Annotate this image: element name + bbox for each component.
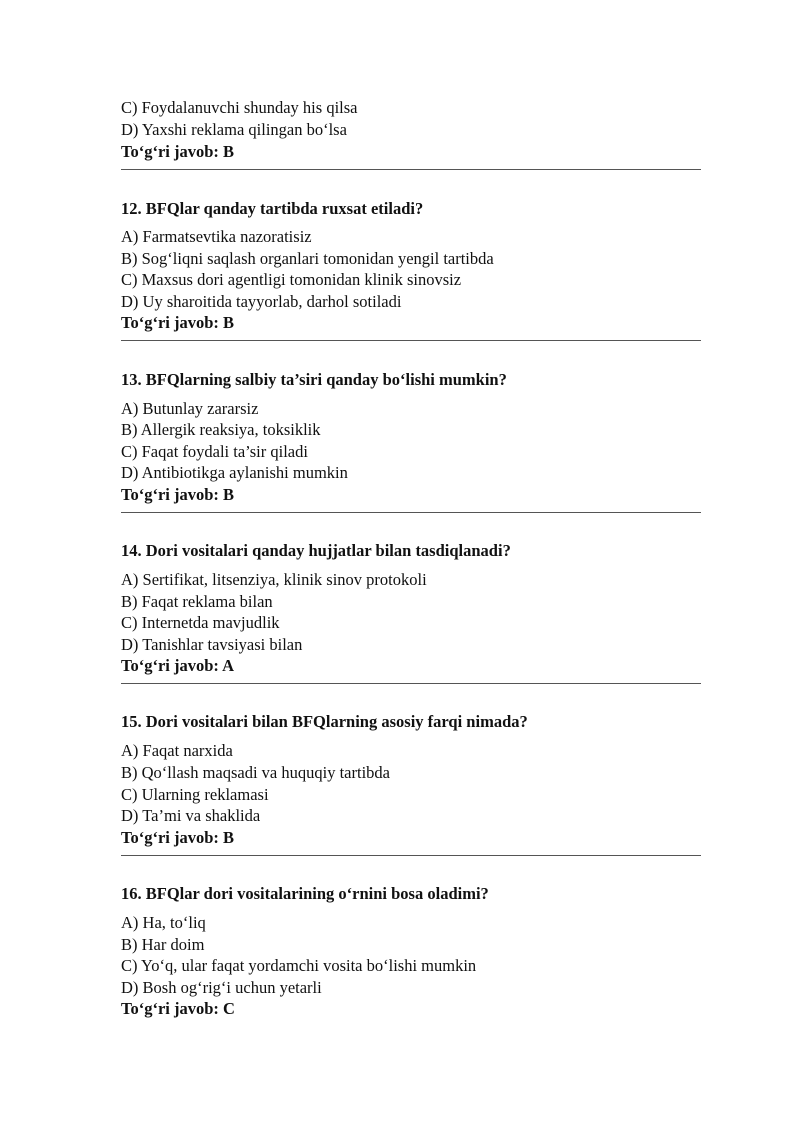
option-b: B) Sog‘liqni saqlash organlari tomonidan yengil tartibda xyxy=(121,249,494,268)
option-c: C) Maxsus dori agentligi tomonidan klinik sinovsiz xyxy=(121,270,462,289)
option-a: A) Butunlay zararsiz xyxy=(121,399,259,418)
question-title: 14. Dori vositalari qanday hujjatlar bilan tasdiqlanadi? xyxy=(121,541,511,560)
option-d: D) Yaxshi reklama qilingan bo‘lsa xyxy=(121,120,347,139)
question-title: 12. BFQlar qanday tartibda ruxsat etiladi? xyxy=(121,199,424,218)
option-a: A) Sertifikat, litsenziya, klinik sinov protokoli xyxy=(121,570,427,589)
option-c: C) Yo‘q, ular faqat yordamchi vosita bo‘lishi mumkin xyxy=(121,956,477,975)
option-b: B) Qo‘llash maqsadi va huquqiy tartibda xyxy=(121,763,390,782)
divider xyxy=(121,855,701,856)
option-b: B) Har doim xyxy=(121,935,205,954)
option-d: D) Bosh og‘rig‘i uchun yetarli xyxy=(121,978,322,997)
option-a: A) Ha, to‘liq xyxy=(121,913,206,932)
correct-answer: To‘g‘ri javob: A xyxy=(121,656,235,675)
correct-answer: To‘g‘ri javob: B xyxy=(121,828,235,847)
question-title: 13. BFQlarning salbiy ta’siri qanday bo‘lishi mumkin? xyxy=(121,370,507,389)
divider xyxy=(121,340,701,341)
option-a: A) Farmatsevtika nazoratisiz xyxy=(121,227,312,246)
correct-answer: To‘g‘ri javob: B xyxy=(121,313,235,332)
correct-answer: To‘g‘ri javob: B xyxy=(121,142,235,161)
option-b: B) Allergik reaksiya, toksiklik xyxy=(121,420,321,439)
divider xyxy=(121,683,701,684)
divider xyxy=(121,512,701,513)
option-b: B) Faqat reklama bilan xyxy=(121,592,273,611)
question-title: 15. Dori vositalari bilan BFQlarning asosiy farqi nimada? xyxy=(121,712,528,731)
option-c: C) Ularning reklamasi xyxy=(121,785,269,804)
option-c: C) Internetda mavjudlik xyxy=(121,613,280,632)
option-c: C) Faqat foydali ta’sir qiladi xyxy=(121,442,308,461)
divider xyxy=(121,169,701,170)
correct-answer: To‘g‘ri javob: B xyxy=(121,485,235,504)
option-d: D) Antibiotikga aylanishi mumkin xyxy=(121,463,348,482)
option-d: D) Tanishlar tavsiyasi bilan xyxy=(121,635,303,654)
option-a: A) Faqat narxida xyxy=(121,741,233,760)
option-d: D) Ta’mi va shaklida xyxy=(121,806,261,825)
correct-answer: To‘g‘ri javob: C xyxy=(121,999,235,1018)
option-d: D) Uy sharoitida tayyorlab, darhol sotiladi xyxy=(121,292,402,311)
question-title: 16. BFQlar dori vositalarining o‘rnini bosa oladimi? xyxy=(121,884,489,903)
option-c: C) Foydalanuvchi shunday his qilsa xyxy=(121,98,358,117)
